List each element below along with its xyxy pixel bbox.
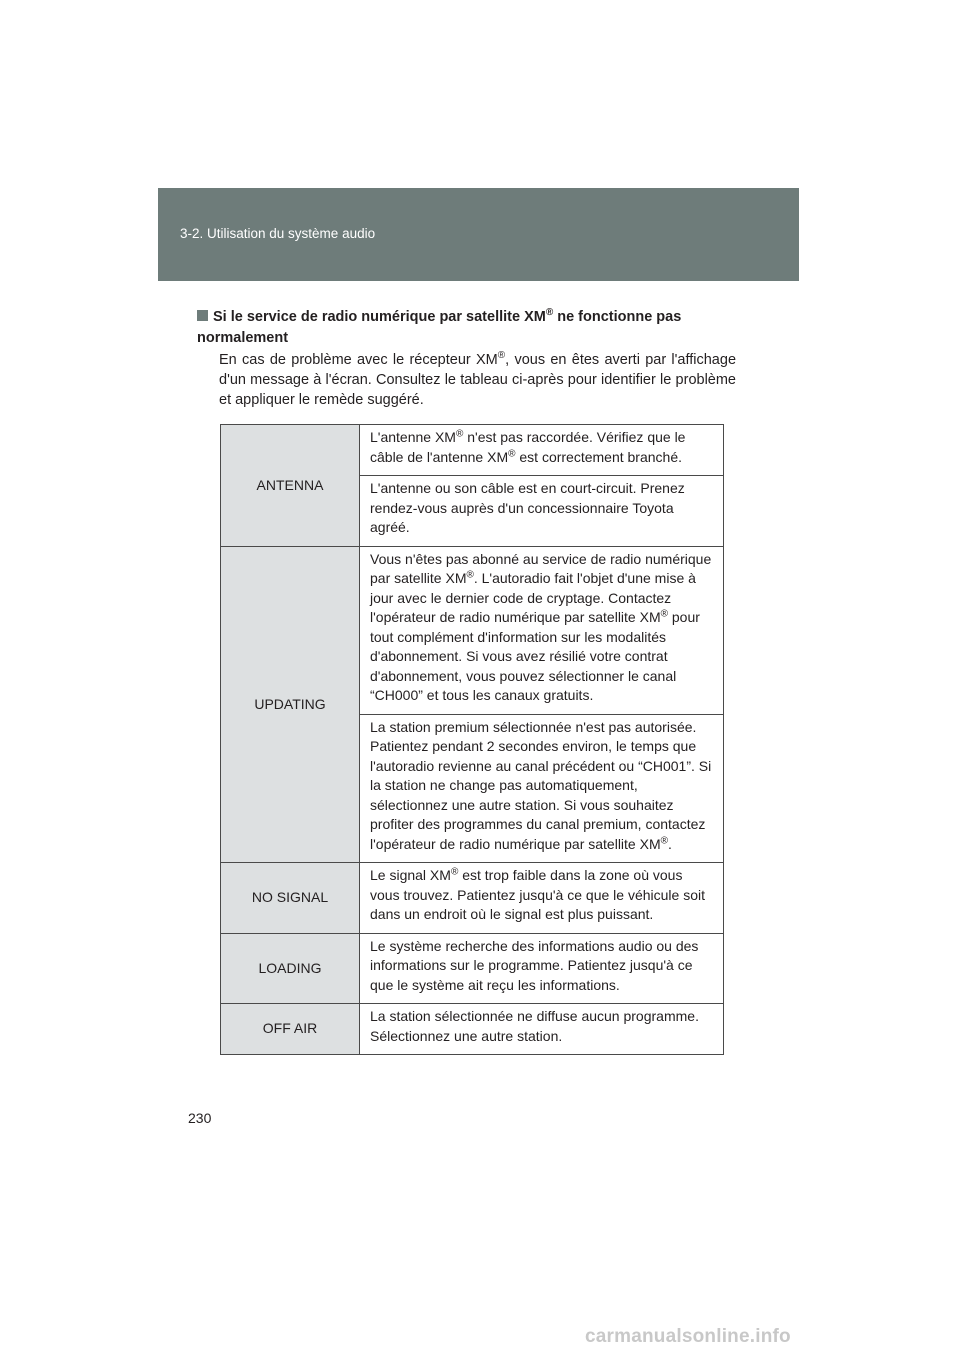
message-description: L'antenne XM® n'est pas raccordée. Vérifiez que le câble de l'antenne XM® est correctement branché. (360, 425, 724, 476)
registered-mark: ® (497, 350, 506, 362)
registered-mark: ® (545, 307, 554, 319)
message-table (220, 424, 724, 1055)
message-description: Le signal XM® est trop faible dans la zone où vous vous trouvez. Patientez jusqu'à ce que le véhicule soit dans un endroit où le signal est plus puissant. (360, 863, 724, 934)
table-row (221, 546, 724, 714)
section-header-band (158, 188, 799, 281)
table-row (221, 1004, 724, 1055)
table-row (221, 425, 724, 476)
message-code: ANTENNA (221, 425, 360, 547)
message-description: La station sélectionnée ne diffuse aucun programme. Sélectionnez une autre station. (360, 1004, 724, 1055)
table-row (221, 933, 724, 1004)
intro-paragraph: En cas de problème avec le récepteur XM®, vous en êtes averti par l'affichage d'un message à l'écran. Consultez le tableau ci-après pour identifier le problème et appliquer le remède suggéré. (219, 350, 737, 408)
message-code: NO SIGNAL (221, 863, 360, 934)
heading-text-part1: Si le service de radio numérique par satellite XM (213, 309, 546, 325)
message-description: La station premium sélectionnée n'est pas autorisée. Patientez pendant 2 secondes environ, le temps que l'autoradio revienne au canal précédent ou “CH001”. Si la station ne change pas automatiquement, sélectionnez une autre station. Si vous souhaitez profiter des programmes du canal premium, contactez l'opérateur de radio numérique par satellite XM®. (360, 714, 724, 863)
message-description: Le système recherche des informations audio ou des informations sur le programme. Patientez jusqu'à ce que le système ait reçu les informations. (360, 933, 724, 1004)
message-description: Vous n'êtes pas abonné au service de radio numérique par satellite XM®. L'autoradio fait l'objet d'une mise à jour avec le dernier code de cryptage. Contactez l'opérateur de radio numérique par satellite XM® pour tout complément d'information sur les modalités d'abonnement. Si vous avez résilié votre contrat d'abonnement, vous pouvez sélectionner le canal “CH000” et tous les canaux gratuits. (360, 546, 724, 714)
message-code: LOADING (221, 933, 360, 1004)
square-bullet-icon (197, 310, 208, 321)
watermark: carmanualsonline.info (585, 1326, 791, 1347)
page-number: 230 (188, 1110, 212, 1126)
section-heading (197, 307, 737, 349)
table-row (221, 863, 724, 934)
section-title: 3-2. Utilisation du système audio (180, 226, 376, 241)
message-description: L'antenne ou son câble est en court-circuit. Prenez rendez-vous auprès d'un concessionnaire Toyota agréé. (360, 476, 724, 547)
message-code: UPDATING (221, 546, 360, 863)
heading-text-part2: ne fonctionne pas normalement (197, 309, 682, 346)
message-code: OFF AIR (221, 1004, 360, 1055)
